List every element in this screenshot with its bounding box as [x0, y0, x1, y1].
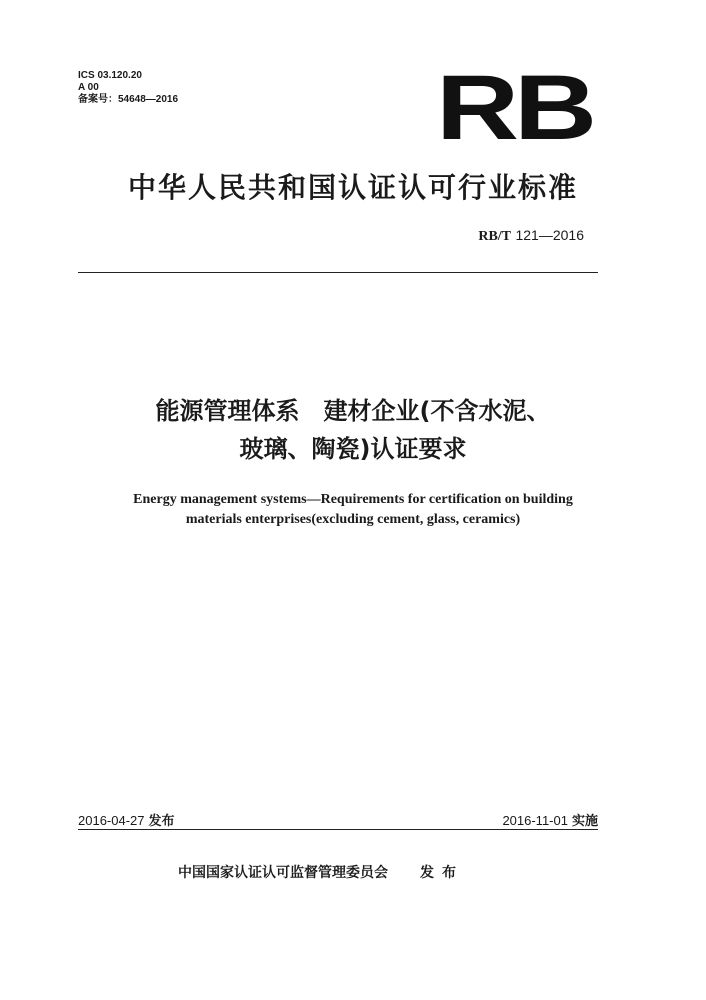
- implement-date: 2016-11-01: [502, 813, 568, 828]
- standard-prefix: RB/T: [478, 229, 512, 244]
- record-number: 备案号：54648—2016: [78, 94, 179, 105]
- implement-date-block: [502, 810, 598, 829]
- issuer-action: 发布: [420, 865, 464, 881]
- standard-code: 121—2016: [515, 227, 584, 243]
- issue-label: 发布: [148, 814, 175, 829]
- issuer-name: 中国国家认证认可监督管理委员会: [178, 865, 388, 881]
- english-title-line-2: materials enterprises(excluding cement, glass, ceramics): [185, 512, 521, 527]
- chinese-title: [0, 392, 706, 468]
- english-title-line-1: Energy management systems—Requirements for certification on building: [133, 492, 573, 507]
- implement-label: 实施: [571, 814, 598, 829]
- chinese-title-line-2: 玻璃、陶瓷)认证要求: [239, 435, 467, 463]
- standard-category-title: 中华人民共和国认证认可行业标准: [127, 171, 578, 204]
- chinese-title-line-1: 能源管理体系 建材企业(不含水泥、: [155, 397, 551, 425]
- issue-date-block: [78, 810, 175, 829]
- ccs-code: A 00: [78, 82, 99, 93]
- standard-number: [478, 227, 584, 245]
- top-divider: [78, 272, 598, 273]
- issue-date: 2016-04-27: [78, 813, 145, 828]
- ics-code: ICS 03.120.20: [78, 70, 142, 81]
- rb-logo: RB: [436, 57, 593, 159]
- bottom-divider: [78, 829, 598, 830]
- issuer-line: [178, 862, 464, 882]
- english-title: [0, 490, 706, 530]
- document-metadata: [78, 70, 178, 106]
